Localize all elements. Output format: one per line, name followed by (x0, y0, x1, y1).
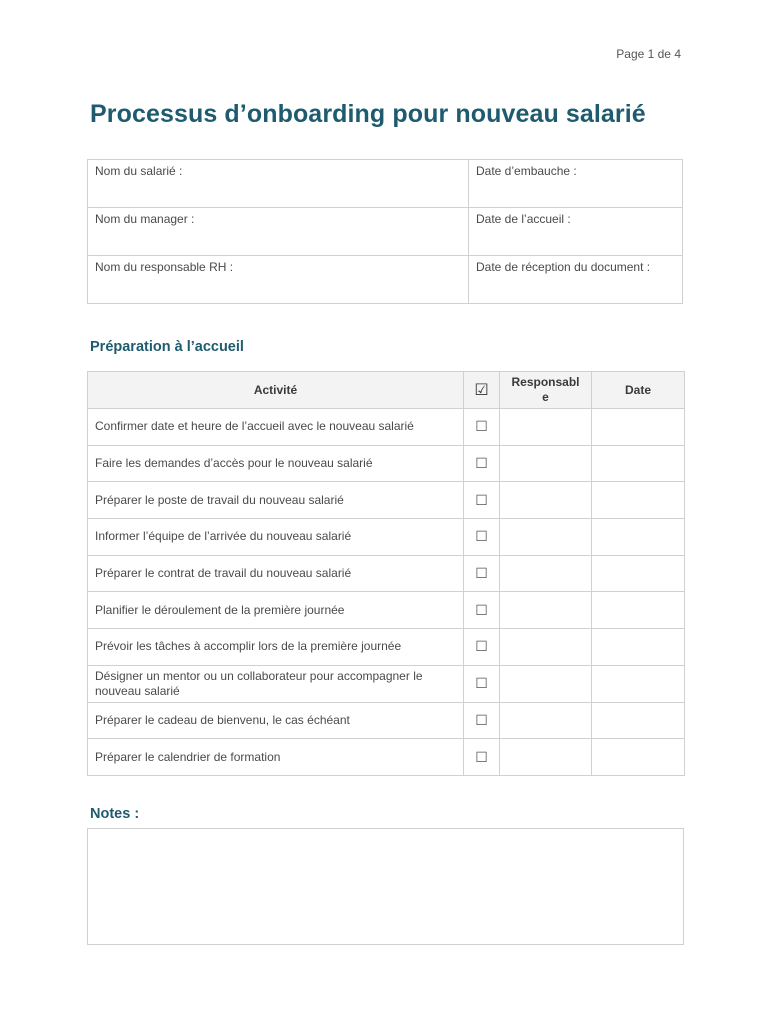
date-cell[interactable] (592, 409, 685, 446)
checkbox-icon[interactable]: ☐ (464, 702, 500, 739)
checkbox-icon[interactable]: ☐ (464, 445, 500, 482)
checkbox-icon[interactable]: ☐ (464, 409, 500, 446)
responsible-cell[interactable] (500, 519, 592, 556)
responsible-cell[interactable] (500, 629, 592, 666)
responsible-cell[interactable] (500, 665, 592, 702)
date-cell[interactable] (592, 592, 685, 629)
notes-heading: Notes : (90, 806, 140, 822)
checkbox-icon[interactable]: ☐ (464, 555, 500, 592)
notes-box[interactable] (87, 828, 684, 945)
info-row (88, 160, 683, 208)
activity-text: Planifier le déroulement de la première journée (88, 592, 464, 629)
activity-text: Désigner un mentor ou un collaborateur pour accompagner le nouveau salarié (88, 665, 464, 702)
checkbox-icon[interactable]: ☐ (464, 629, 500, 666)
responsible-cell[interactable] (500, 592, 592, 629)
activity-text: Prévoir les tâches à accomplir lors de la première journée (88, 629, 464, 666)
checklist-row (88, 519, 685, 556)
checklist-row (88, 629, 685, 666)
document-receipt-date-field[interactable]: Date de réception du document : (469, 256, 683, 304)
date-cell[interactable] (592, 702, 685, 739)
checklist-row (88, 702, 685, 739)
checked-column-header-icon: ☑ (464, 372, 500, 409)
checkbox-icon[interactable]: ☐ (464, 665, 500, 702)
info-row (88, 256, 683, 304)
preparation-checklist-table (87, 371, 685, 776)
hr-manager-field[interactable]: Nom du responsable RH : (88, 256, 469, 304)
checklist-row (88, 555, 685, 592)
hire-date-field[interactable]: Date d’embauche : (469, 160, 683, 208)
date-cell[interactable] (592, 519, 685, 556)
checklist-row (88, 409, 685, 446)
responsible-column-header: Responsabl e (500, 372, 592, 409)
date-cell[interactable] (592, 445, 685, 482)
activity-text: Préparer le cadeau de bienvenu, le cas échéant (88, 702, 464, 739)
date-cell[interactable] (592, 665, 685, 702)
activity-text: Préparer le poste de travail du nouveau salarié (88, 482, 464, 519)
checkbox-icon[interactable]: ☐ (464, 592, 500, 629)
responsible-cell[interactable] (500, 702, 592, 739)
activity-text: Faire les demandes d’accès pour le nouveau salarié (88, 445, 464, 482)
date-cell[interactable] (592, 482, 685, 519)
date-cell[interactable] (592, 739, 685, 776)
checklist-row (88, 665, 685, 702)
responsible-cell[interactable] (500, 482, 592, 519)
responsible-cell[interactable] (500, 555, 592, 592)
activity-text: Préparer le contrat de travail du nouveau salarié (88, 555, 464, 592)
activity-text: Préparer le calendrier de formation (88, 739, 464, 776)
checklist-row (88, 445, 685, 482)
activity-text: Confirmer date et heure de l’accueil avec le nouveau salarié (88, 409, 464, 446)
date-cell[interactable] (592, 629, 685, 666)
checkbox-icon[interactable]: ☐ (464, 482, 500, 519)
manager-name-field[interactable]: Nom du manager : (88, 208, 469, 256)
checklist-row (88, 482, 685, 519)
date-cell[interactable] (592, 555, 685, 592)
section-heading-preparation: Préparation à l’accueil (90, 339, 244, 355)
page-number: Page 1 de 4 (616, 47, 681, 61)
date-column-header: Date (592, 372, 685, 409)
checkbox-icon[interactable]: ☐ (464, 519, 500, 556)
activity-text: Informer l’équipe de l’arrivée du nouveau salarié (88, 519, 464, 556)
page-title: Processus d’onboarding pour nouveau salarié (90, 100, 646, 128)
info-row (88, 208, 683, 256)
checklist-row (88, 592, 685, 629)
activity-column-header: Activité (88, 372, 464, 409)
responsible-cell[interactable] (500, 409, 592, 446)
employee-name-field[interactable]: Nom du salarié : (88, 160, 469, 208)
checklist-row (88, 739, 685, 776)
welcome-date-field[interactable]: Date de l’accueil : (469, 208, 683, 256)
checklist-header-row (88, 372, 685, 409)
checkbox-icon[interactable]: ☐ (464, 739, 500, 776)
responsible-cell[interactable] (500, 739, 592, 776)
responsible-cell[interactable] (500, 445, 592, 482)
employee-info-table (87, 159, 683, 304)
